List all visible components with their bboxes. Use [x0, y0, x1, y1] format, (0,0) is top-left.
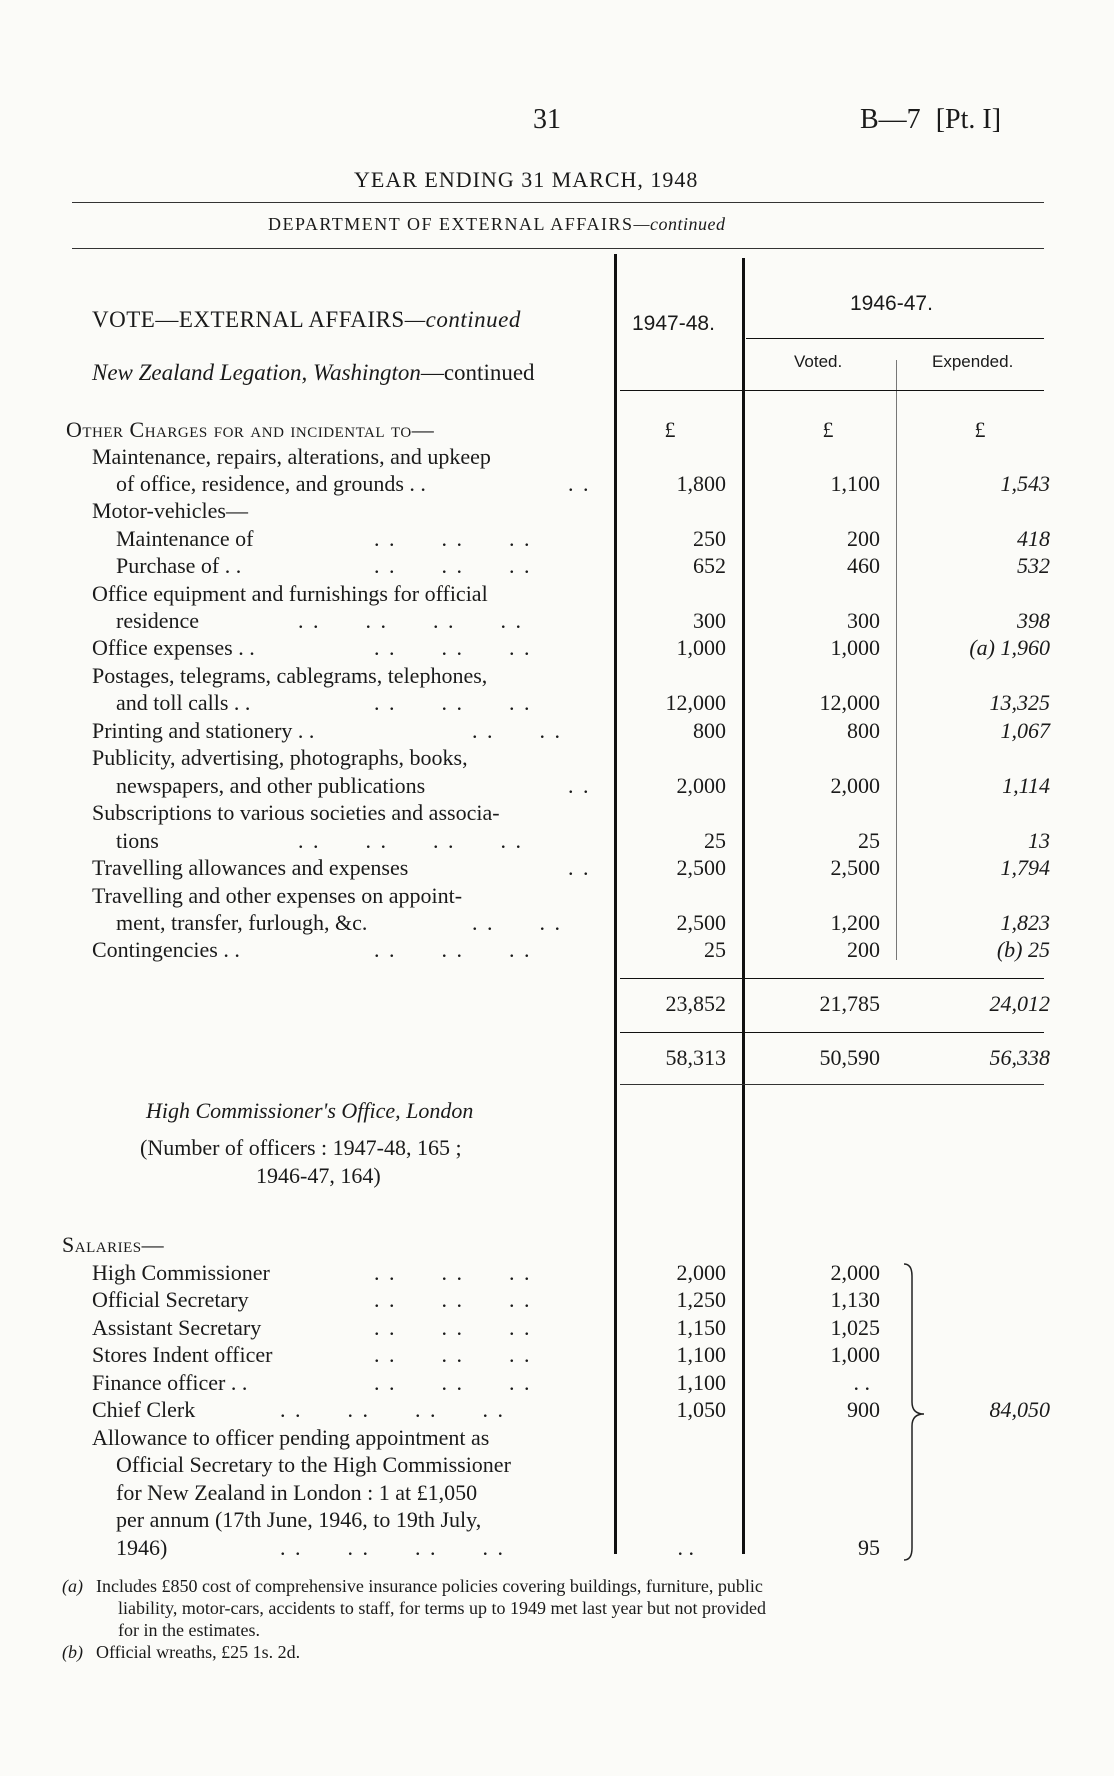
value-expended: 1,823	[1000, 910, 1050, 935]
salary-1947-48: . .	[677, 1535, 694, 1560]
salary-1947-48: 1,150	[676, 1315, 726, 1340]
salary-voted: . .	[853, 1370, 870, 1395]
item-label: newspapers, and other publications	[116, 773, 426, 798]
rule	[620, 1084, 1044, 1085]
leader-dots: . . . . . .	[374, 1260, 532, 1285]
value-1947-48: 25	[704, 937, 726, 962]
column-rule	[614, 254, 617, 1554]
salary-label: Official Secretary to the High Commissioner	[116, 1452, 511, 1477]
salary-label: High Commissioner	[92, 1260, 270, 1285]
value-expended: 398	[1017, 608, 1050, 633]
value-1947-48: 652	[693, 553, 726, 578]
salary-voted: 900	[847, 1397, 880, 1422]
value-voted: 460	[847, 553, 880, 578]
value-expended: (b) 25	[996, 937, 1050, 962]
officers-count: 1946-47, 164)	[256, 1163, 381, 1188]
salaries-heading: Salaries—	[62, 1232, 165, 1257]
footnote-b-text: Official wreaths, £25 1s. 2d.	[96, 1642, 301, 1662]
footnote-a-mark: (a)	[62, 1576, 83, 1596]
salary-voted: 1,025	[830, 1315, 880, 1340]
other-charges-heading: Other Charges for and incidental to—	[66, 417, 435, 442]
footnote-a-text: liability, motor-cars, accidents to staff, for terms up to 1949 met last year but not provided	[118, 1598, 766, 1618]
department-name: DEPARTMENT OF EXTERNAL AFFAIRS	[268, 214, 634, 234]
value-expended: 1,794	[1000, 855, 1050, 880]
officers-count: (Number of officers : 1947-48, 165 ;	[140, 1135, 462, 1160]
value-voted: 300	[847, 608, 880, 633]
leader-dots: . . . . . .	[374, 1315, 532, 1340]
rule	[746, 338, 1044, 339]
column-header-1947-48: 1947-48.	[632, 312, 715, 335]
value-expended: 1,543	[1000, 471, 1050, 496]
salary-voted: 95	[858, 1535, 880, 1560]
leader-dots: . . . .	[472, 718, 562, 743]
subtotal-expended: 24,012	[989, 991, 1050, 1016]
salary-1947-48: 1,100	[676, 1370, 726, 1395]
value-1947-48: 12,000	[665, 690, 726, 715]
column-rule	[896, 360, 897, 960]
item-label: and toll calls . .	[116, 690, 251, 715]
item-label: Purchase of . .	[116, 553, 242, 578]
leader-dots: . . . . . .	[374, 526, 532, 551]
value-voted: 1,200	[830, 910, 880, 935]
column-header-expended: Expended.	[932, 352, 1014, 371]
salary-voted: 1,000	[830, 1342, 880, 1367]
legation-name: New Zealand Legation, Washington	[92, 360, 421, 385]
value-voted: 200	[847, 526, 880, 551]
document-code: B—7	[860, 104, 921, 135]
value-voted: 1,000	[830, 635, 880, 660]
legation-continued: —continued	[420, 360, 535, 385]
item-label: tions	[116, 828, 159, 853]
currency-expended: £	[974, 417, 986, 442]
total-expended: 56,338	[989, 1045, 1050, 1070]
leader-dots: . . . . . .	[374, 1370, 532, 1395]
salary-label: Assistant Secretary	[92, 1315, 262, 1340]
leader-dots: . . . . . .	[374, 1342, 532, 1367]
currency-1947-48: £	[664, 417, 676, 442]
value-expended: 418	[1017, 526, 1050, 551]
value-voted: 12,000	[819, 690, 880, 715]
value-voted: 25	[858, 828, 880, 853]
leader-dots: . . . . . . . .	[298, 828, 523, 853]
currency-voted: £	[822, 417, 834, 442]
leader-dots: . . . . . . . .	[298, 608, 523, 633]
leader-dots: . .	[568, 773, 591, 798]
item-label: of office, residence, and grounds . .	[116, 471, 426, 496]
value-expended: 532	[1017, 553, 1050, 578]
rule	[620, 390, 1044, 391]
subtotal-voted: 21,785	[819, 991, 880, 1016]
item-label: Office expenses . .	[92, 635, 255, 660]
salary-label: 1946)	[116, 1535, 168, 1560]
item-label: Maintenance of	[116, 526, 254, 551]
rule	[620, 1032, 1044, 1033]
value-expended: 13,325	[989, 690, 1050, 715]
value-1947-48: 2,500	[676, 910, 726, 935]
department-heading	[268, 214, 725, 235]
salary-label: Finance officer . .	[92, 1370, 248, 1395]
value-voted: 200	[847, 937, 880, 962]
salary-1947-48: 1,250	[676, 1287, 726, 1312]
item-label: ment, transfer, furlough, &c.	[116, 910, 368, 935]
salary-voted: 2,000	[830, 1260, 880, 1285]
item-label: Printing and stationery . .	[92, 718, 315, 743]
item-label: Travelling allowances and expenses	[92, 855, 409, 880]
value-expended: (a) 1,960	[969, 635, 1050, 660]
leader-dots: . . . . . .	[374, 690, 532, 715]
salary-label: Official Secretary	[92, 1287, 249, 1312]
leader-dots: . . . . . .	[374, 1287, 532, 1312]
leader-dots: . . . . . . . .	[280, 1535, 505, 1560]
rule	[620, 978, 1044, 979]
year-heading: YEAR ENDING 31 MARCH, 1948	[354, 167, 699, 192]
total-1947-48: 58,313	[665, 1045, 726, 1070]
salary-1947-48: 2,000	[676, 1260, 726, 1285]
item-label: Travelling and other expenses on appoint-	[92, 883, 463, 908]
leader-dots: . . . .	[472, 910, 562, 935]
item-label: Motor-vehicles—	[92, 498, 248, 523]
value-1947-48: 1,000	[676, 635, 726, 660]
footnote-a-text: for in the estimates.	[118, 1620, 260, 1640]
item-label: Maintenance, repairs, alterations, and upkeep	[92, 444, 491, 469]
value-voted: 2,500	[830, 855, 880, 880]
salary-label: Allowance to officer pending appointment as	[92, 1425, 490, 1450]
rule	[72, 248, 1044, 249]
value-1947-48: 250	[693, 526, 726, 551]
footnote-a-text: Includes £850 cost of comprehensive insurance policies covering buildings, furniture, public	[96, 1576, 763, 1596]
value-expended: 1,067	[1000, 718, 1050, 743]
vote-name: VOTE—EXTERNAL AFFAIRS	[92, 307, 405, 332]
value-1947-48: 2,000	[676, 773, 726, 798]
value-1947-48: 2,500	[676, 855, 726, 880]
salary-label: Chief Clerk	[92, 1397, 196, 1422]
salary-label: per annum (17th June, 1946, to 19th July,	[116, 1507, 482, 1532]
item-label: Contingencies . .	[92, 937, 240, 962]
item-label: residence	[116, 608, 200, 633]
value-1947-48: 25	[704, 828, 726, 853]
item-label: Postages, telegrams, cablegrams, telephones,	[92, 663, 488, 688]
salary-label: for New Zealand in London : 1 at £1,050	[116, 1480, 478, 1505]
footnote-b-mark: (b)	[62, 1642, 83, 1662]
value-expended: 1,114	[1002, 773, 1050, 798]
salary-1947-48: 1,100	[676, 1342, 726, 1367]
leader-dots: . . . . . .	[374, 937, 532, 962]
document-reference	[860, 104, 1001, 136]
leader-dots: . . . . . . . .	[280, 1397, 505, 1422]
value-1947-48: 800	[693, 718, 726, 743]
page-number: 31	[533, 104, 561, 135]
vote-title	[92, 307, 521, 333]
subtotal-1947-48: 23,852	[665, 991, 726, 1016]
value-voted: 2,000	[830, 773, 880, 798]
leader-dots: . .	[568, 855, 591, 880]
column-rule	[742, 258, 745, 1554]
rule	[72, 202, 1044, 203]
value-voted: 800	[847, 718, 880, 743]
vote-continued: —continued	[404, 307, 521, 332]
total-voted: 50,590	[819, 1045, 880, 1070]
leader-dots: . . . . . .	[374, 635, 532, 660]
value-1947-48: 300	[693, 608, 726, 633]
value-1947-48: 1,800	[676, 471, 726, 496]
item-label: Publicity, advertising, photographs, books,	[92, 745, 468, 770]
leader-dots: . . . . . .	[374, 553, 532, 578]
value-voted: 1,100	[830, 471, 880, 496]
brace-icon	[900, 1262, 930, 1562]
london-office-title: High Commissioner's Office, London	[146, 1098, 474, 1123]
document-part: [Pt. I]	[935, 104, 1002, 135]
column-header-voted: Voted.	[794, 352, 843, 371]
salary-voted: 1,130	[830, 1287, 880, 1312]
legation-title	[92, 360, 535, 386]
item-label: Office equipment and furnishings for official	[92, 581, 488, 606]
department-continued: —continued	[633, 214, 726, 234]
salary-label: Stores Indent officer	[92, 1342, 273, 1367]
salaries-expended-total: 84,050	[989, 1397, 1050, 1422]
column-header-1946-47: 1946-47.	[850, 292, 933, 315]
value-expended: 13	[1028, 828, 1050, 853]
salary-1947-48: 1,050	[676, 1397, 726, 1422]
leader-dots: . .	[568, 471, 591, 496]
item-label: Subscriptions to various societies and associa-	[92, 800, 500, 825]
